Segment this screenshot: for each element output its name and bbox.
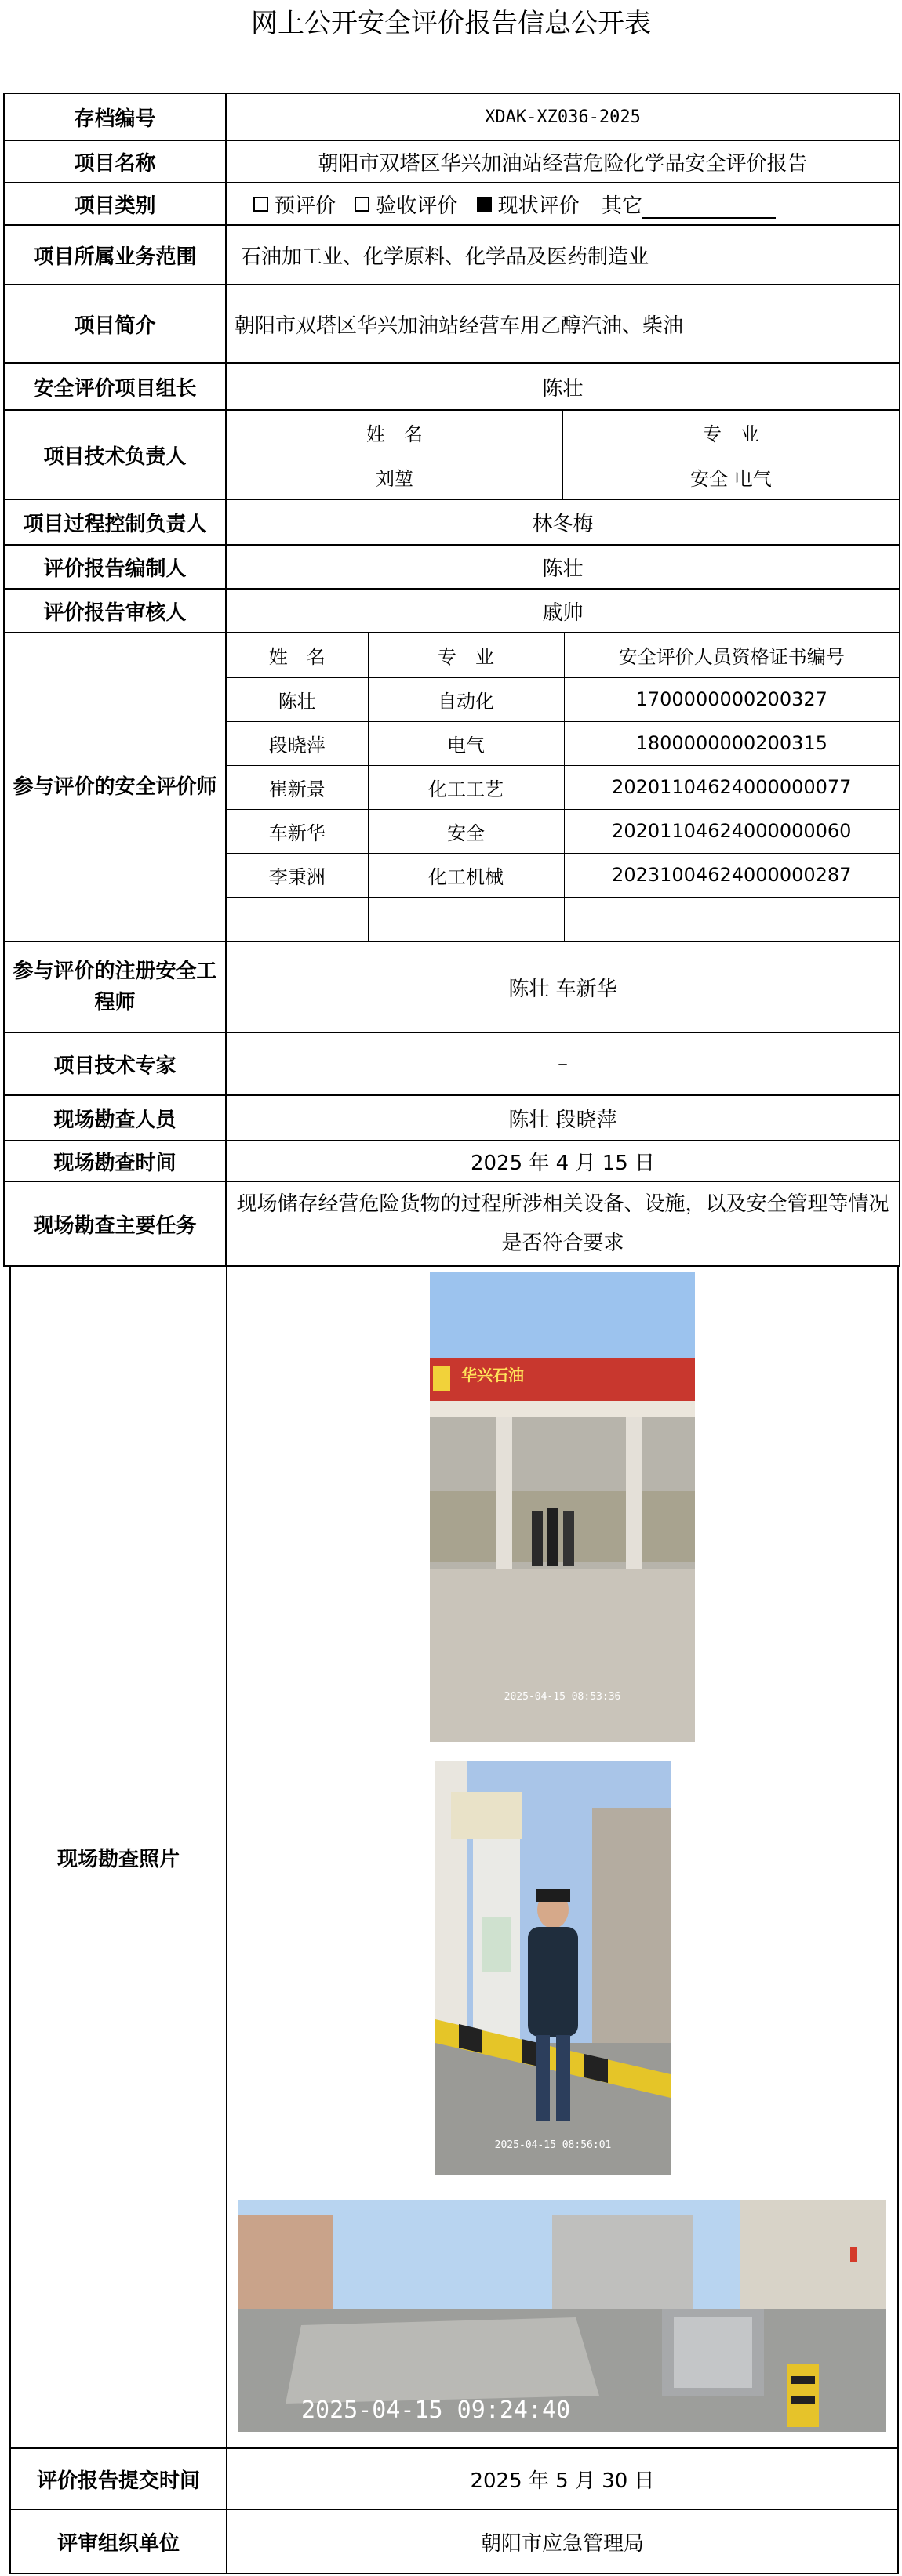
survey-time-label: 现场勘查时间	[4, 1141, 226, 1181]
assessor-name: 段晓萍	[227, 721, 368, 765]
option-other: 其它	[601, 194, 642, 218]
assessor-cert: 1800000000200315	[564, 721, 899, 765]
assessor-name	[227, 897, 368, 941]
option-status-eval: 现状评价	[497, 194, 580, 218]
team-leader-label: 安全评价项目组长	[4, 363, 226, 410]
reg-engineers-value: 陈壮 车新华	[226, 942, 900, 1032]
review-org-value: 朝阳市应急管理局	[227, 2509, 898, 2574]
business-scope-value: 石油加工业、化学原料、化学品及医药制造业	[226, 225, 900, 285]
survey-staff-label: 现场勘查人员	[4, 1095, 226, 1141]
row-survey-time	[4, 1141, 900, 1181]
project-name-value: 朝阳市双塔区华兴加油站经营危险化学品安全评价报告	[226, 140, 900, 183]
reviewer-label: 评价报告审核人	[4, 589, 226, 633]
submit-time-value: 2025 年 5 月 30 日	[227, 2448, 898, 2509]
assessor-row	[227, 721, 899, 765]
summary-value: 朝阳市双塔区华兴加油站经营车用乙醇汽油、柴油	[226, 285, 900, 363]
summary-label: 项目简介	[4, 285, 226, 363]
assessor-cert: 20231004624000000287	[564, 853, 899, 897]
other-blank-line	[642, 200, 776, 219]
compiler-value: 陈壮	[226, 545, 900, 589]
photos-label: 现场勘查照片	[10, 1266, 227, 2448]
survey-task-label: 现场勘查主要任务	[4, 1181, 226, 1266]
assessors-subtable	[227, 633, 899, 941]
assessor-major: 自动化	[368, 677, 564, 721]
assessor-cert	[564, 897, 899, 941]
project-name-label: 项目名称	[4, 140, 226, 183]
assessor-cert: 20201104624000000060	[564, 809, 899, 853]
row-team-leader	[4, 363, 900, 410]
row-compiler	[4, 545, 900, 589]
assessor-row	[227, 853, 899, 897]
row-review-org	[10, 2509, 898, 2574]
info-table	[3, 93, 900, 1267]
photo-table	[9, 1265, 899, 2574]
row-summary	[4, 285, 900, 363]
archive-no-value: XDAK-XZ036-2025	[226, 93, 900, 140]
compiler-label: 评价报告编制人	[4, 545, 226, 589]
row-survey-task	[4, 1181, 900, 1266]
tech-lead-cell	[226, 410, 900, 499]
assessor-name: 李秉洲	[227, 853, 368, 897]
site-photo-3	[238, 2200, 886, 2432]
site-photo-1	[430, 1272, 695, 1742]
tech-expert-value: –	[226, 1032, 900, 1095]
checkbox-pre-eval	[253, 197, 268, 212]
submit-time-label: 评价报告提交时间	[10, 2448, 227, 2509]
assessor-major: 化工工艺	[368, 765, 564, 809]
page-title: 网上公开安全评价报告信息公开表	[251, 8, 651, 39]
assessor-row	[227, 765, 899, 809]
row-business-scope	[4, 225, 900, 285]
reviewer-value: 戚帅	[226, 589, 900, 633]
assessors-label: 参与评价的安全评价师	[4, 633, 226, 942]
tech-lead-major: 安全 电气	[563, 455, 900, 499]
assessor-name: 车新华	[227, 809, 368, 853]
assessor-cert: 1700000000200327	[564, 677, 899, 721]
business-scope-label: 项目所属业务范围	[4, 225, 226, 285]
row-tech-lead	[4, 410, 900, 499]
assessor-major: 化工机械	[368, 853, 564, 897]
assessor-major: 电气	[368, 721, 564, 765]
row-tech-expert	[4, 1032, 900, 1095]
assessor-row-empty	[227, 897, 899, 941]
archive-no-label: 存档编号	[4, 93, 226, 140]
row-archive-no	[4, 93, 900, 140]
tech-lead-name-header: 姓 名	[227, 411, 563, 455]
review-org-label: 评审组织单位	[10, 2509, 227, 2574]
tech-lead-label: 项目技术负责人	[4, 410, 226, 499]
tech-lead-major-header: 专 业	[563, 411, 900, 455]
assessors-cell	[226, 633, 900, 942]
photo-1-sign: 华兴石油	[461, 1366, 524, 1384]
checkbox-acceptance-eval	[355, 197, 369, 212]
tech-expert-label: 项目技术专家	[4, 1032, 226, 1095]
team-leader-value: 陈壮	[226, 363, 900, 410]
row-photos	[10, 1266, 898, 2448]
checkbox-status-eval-checked	[477, 197, 492, 212]
option-pre-eval: 预评价	[275, 194, 336, 218]
photos-cell	[227, 1266, 898, 2448]
survey-time-value: 2025 年 4 月 15 日	[226, 1141, 900, 1181]
survey-task-value: 现场储存经营危险货物的过程所涉相关设备、设施，以及安全管理等情况是否符合要求	[226, 1181, 900, 1266]
gas-station-canopy-image	[430, 1272, 695, 1742]
row-survey-staff	[4, 1095, 900, 1141]
photo-1-timestamp: 2025-04-15 08:53:36	[504, 1691, 621, 1703]
site-photo-2	[435, 1761, 671, 2175]
project-type-options	[226, 183, 900, 225]
assessor-name: 陈壮	[227, 677, 368, 721]
survey-staff-value: 陈壮 段晓萍	[226, 1095, 900, 1141]
photo-3-timestamp: 2025-04-15 09:24:40	[301, 2396, 571, 2424]
photo-2-timestamp: 2025-04-15 08:56:01	[494, 2139, 612, 2151]
option-acceptance-eval: 验收评价	[376, 194, 458, 218]
tech-lead-name: 刘堃	[227, 455, 563, 499]
assessor-major	[368, 897, 564, 941]
assessor-row	[227, 677, 899, 721]
assessor-row	[227, 809, 899, 853]
process-lead-value: 林冬梅	[226, 499, 900, 545]
assessor-name: 崔新景	[227, 765, 368, 809]
assessor-major: 安全	[368, 809, 564, 853]
process-lead-label: 项目过程控制负责人	[4, 499, 226, 545]
tech-lead-subtable	[227, 411, 899, 499]
row-reviewer	[4, 589, 900, 633]
row-process-lead	[4, 499, 900, 545]
assessor-cert-header: 安全评价人员资格证书编号	[564, 633, 899, 677]
row-project-type	[4, 183, 900, 225]
row-reg-engineers	[4, 942, 900, 1032]
row-submit-time	[10, 2448, 898, 2509]
assessor-major-header: 专 业	[368, 633, 564, 677]
person-at-pump-image	[435, 1761, 671, 2175]
reg-engineers-label: 参与评价的注册安全工程师	[4, 942, 226, 1032]
row-assessors	[4, 633, 900, 942]
assessor-cert: 20201104624000000077	[564, 765, 899, 809]
project-type-label: 项目类别	[4, 183, 226, 225]
assessor-name-header: 姓 名	[227, 633, 368, 677]
row-project-name	[4, 140, 900, 183]
